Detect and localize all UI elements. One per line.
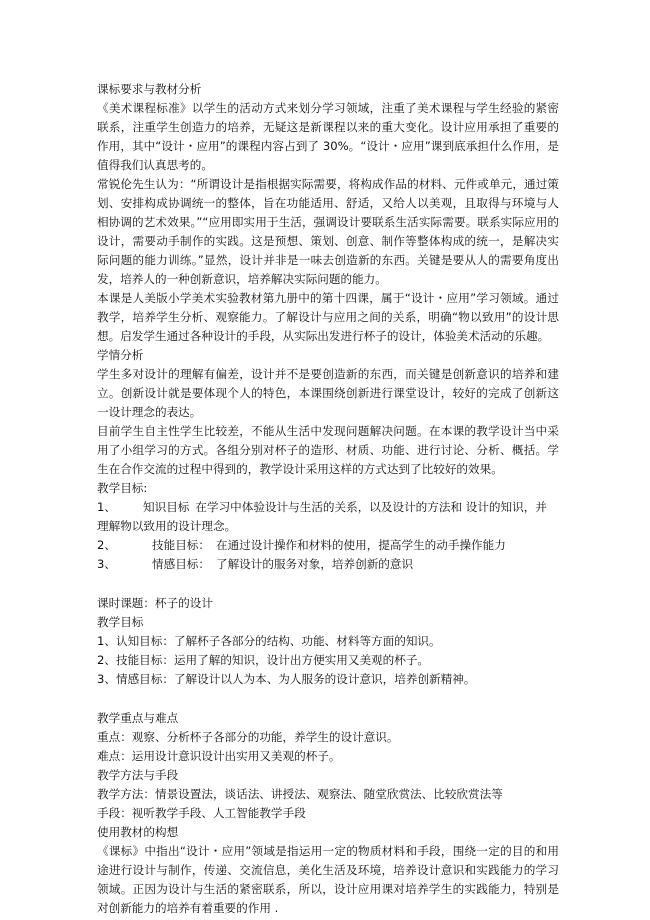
- lesson-title: 课时课题：杯子的设计: [97, 596, 213, 610]
- goal-text: 在通过设计操作和材料的使用，提高学生的动手操作能力: [215, 538, 506, 552]
- goal-number: 2、: [97, 538, 116, 552]
- lesson-goals-title: 教学目标: [97, 615, 144, 629]
- student-analysis-title: 学情分析: [97, 348, 144, 362]
- material-paragraph: 《课标》中指出“设计・应用”领域是指运用一定的物质材料和手段，围绕一定的目的和用途进行设计与制作，传递、交流信息，美化生活及环境，培养设计意识和实践能力的学习领域。正因为设计与生活的紧密联系，所以，设计应用课对培养学生的实践能力，特别是对创新能力的培养有着重要的作用 .: [97, 844, 559, 915]
- goal-number: 1、: [97, 500, 116, 514]
- goal-name: 知识目标: [143, 500, 190, 514]
- methods-title: 教学方法与手段: [97, 768, 179, 782]
- lesson-goal-2: 2、技能目标：运用了解的知识，设计出方便实用又美观的杯子。: [97, 653, 430, 667]
- goal-row-1: [97, 498, 559, 517]
- analysis-paragraph-1: 《美术课程标准》以学生的活动方式来划分学习领域，注重了美术课程与学生经验的紧密联系，注重学生创造力的培养，无疑这是新课程以来的重大变化。设计应用承担了重要的作用，其中“设计・应用”的课程内容占到了 30%。“设计・应用”课到底承担什么作用，是值得我们认真思考的。: [97, 101, 559, 172]
- document-body: [97, 80, 559, 918]
- analysis-paragraph-2: 常锐伦先生认为：“所谓设计是指根据实际需要，将构成作品的材料、元件或单元，通过策划、安排构成协调统一的整体，旨在功能适用、舒适，又给人以美观，且取得与环境与人相协调的艺术效果。”“应用即实用于生活，强调设计要联系生活实际需要。联系实际应用的设计，需要动手制作的实践。这是预想、策划、创意、制作等整体构成的统一，是解决实际问题的能力训练。”显然，设计并非是一味去创造新的东西。关键是要从人的需要角度出发，培养人的一种创新意识，培养解决实际问题的能力。: [97, 177, 559, 286]
- student-paragraph-2: 目前学生自主性学生比较差，不能从生活中发现问题解决问题。在本课的教学设计当中采用了小组学习的方式。各组分别对杯子的造形、材质、功能、进行讨论、分析、概括。学生在合作交流的过程中得到的，教学设计采用这样的方式达到了比较好的效果。: [97, 424, 559, 476]
- student-paragraph-1: 学生多对设计的理解有偏差，设计并不是要创造新的东西，而关键是创新意识的培养和建立。创新设计就是要体现个人的特色，本课围绕创新进行课堂设计，较好的完成了创新这一设计理念的表达。: [97, 367, 559, 419]
- goal-name: 情感目标：: [152, 557, 210, 571]
- blank-line: [97, 574, 559, 594]
- goal-row-3: [97, 555, 559, 574]
- goals-title: 教学目标:: [97, 481, 148, 495]
- lesson-goal-3: 3、情感目标：了解设计以人为本、为人服务的设计意识，培养创新精神。: [97, 672, 476, 686]
- goal-name: 技能目标：: [152, 538, 210, 552]
- goal-number: 3、: [97, 557, 116, 571]
- goal-row-2: [97, 536, 559, 555]
- teaching-methods: 教学方法：情景设置法，谈话法、讲授法、观察法、随堂欣赏法、比较欣赏法等: [97, 787, 503, 801]
- key-point: 重点：观察、分析杯子各部分的功能，养学生的设计意识。: [97, 730, 399, 744]
- goal-text: 了解设计的服务对象，培养创新的意识: [215, 557, 414, 571]
- key-points-title: 教学重点与难点: [97, 711, 179, 725]
- lesson-goal-1: 1、认知目标：了解杯子各部分的结构、功能、材料等方面的知识。: [97, 634, 441, 648]
- difficult-point: 难点：运用设计意识设计出实用又美观的杯子。: [97, 749, 341, 763]
- blank-line: [97, 689, 559, 709]
- analysis-title: 课标要求与教材分析: [97, 82, 202, 96]
- teaching-means: 手段：视听教学手段、人工智能教学手段: [97, 806, 306, 820]
- goal-text-continued: 理解物以致用的设计理念。: [97, 519, 237, 533]
- material-title: 使用教材的构想: [97, 825, 179, 839]
- analysis-paragraph-3: 本课是人美版小学美术实验教材第九册中的第十四课，属于“设计・应用”学习领域。通过教学，培养学生分析、观察能力。了解设计与应用之间的关系，明确“物以致用”的设计思想。启发学生通过各种设计的手段，从实际出发进行杯子的设计，体验美术活动的乐趣。: [97, 291, 559, 343]
- goal-text: 在学习中体验设计与生活的关系，以及设计的方法和 设计的知识，并: [195, 500, 547, 514]
